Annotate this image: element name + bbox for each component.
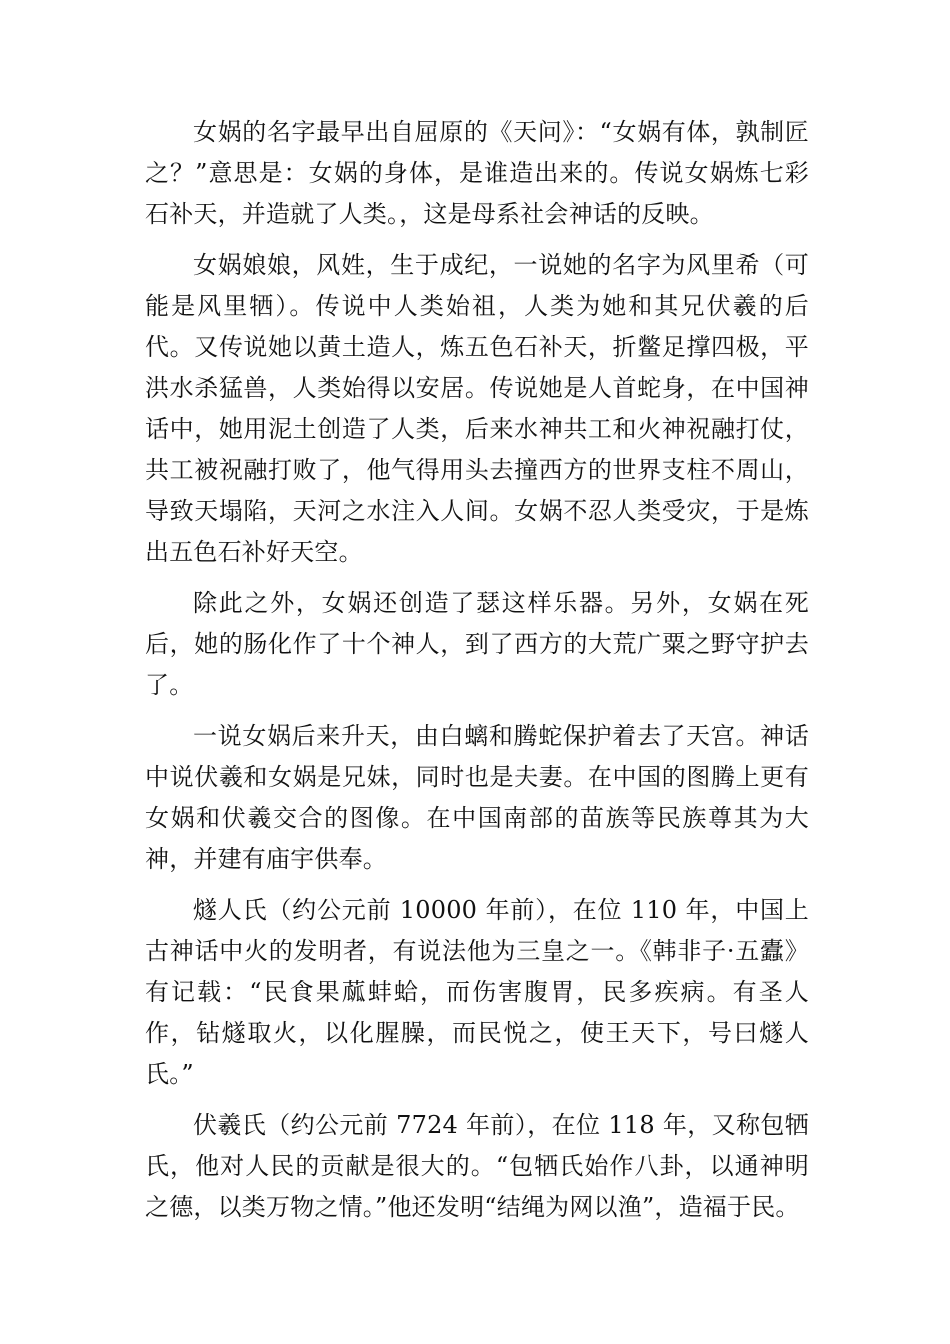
- document-body: [145, 112, 809, 1238]
- paragraph-nuwa-ascension: 一说女娲后来升天，由白螭和腾蛇保护着去了天宫。神话中说伏羲和女娲是兄妹，同时也是夫妻。在中国的图腾上更有女娲和伏羲交合的图像。在中国南部的苗族等民族尊其为大神，并建有庙宇供奉。: [145, 722, 809, 873]
- paragraph-nuwa-origin: 女娲的名字最早出自屈原的《天问》：“女娲有体，孰制匠之？”意思是：女娲的身体，是谁造出来的。传说女娲炼七彩石补天，并造就了人类。，这是母系社会神话的反映。: [145, 118, 809, 228]
- paragraph-nuwa-instrument: 除此之外，女娲还创造了瑟这样乐器。另外，女娲在死后，她的肠化作了十个神人，到了西方的大荒广粟之野守护去了。: [145, 589, 809, 699]
- paragraph-fuxi: 伏羲氏（约公元前 7724 年前），在位 118 年，又称包牺氏，他对人民的贡献是很大的。“包牺氏始作八卦，以通神明之德，以类万物之情。”他还发明“结绳为网以渔”，造福于民。: [145, 1111, 809, 1221]
- paragraph-nuwa-legend: 女娲娘娘，风姓，生于成纪，一说她的名字为风里希（可能是风里牺）。传说中人类始祖，人类为她和其兄伏羲的后代。又传说她以黄土造人，炼五色石补天，折鳖足撑四极，平洪水杀猛兽，人类始得以安居。传说她是人首蛇身，在中国神话中，她用泥土创造了人类，后来水神共工和火神祝融打仗，共工被祝融打败了，他气得用头去撞西方的世界支柱不周山，导致天塌陷，天河之水注入人间。女娲不忍人类受灾，于是炼出五色石补好天空。: [145, 251, 809, 566]
- paragraph-suiren: 燧人氏（约公元前 10000 年前），在位 110 年，中国上古神话中火的发明者，有说法他为三皇之一。《韩非子·五蠹》有记载：“民食果蓏蚌蛤，而伤害腹胃，民多疾病。有圣人作，钻燧取火，以化腥臊，而民悦之，使王天下，号曰燧人氏。”: [145, 896, 809, 1088]
